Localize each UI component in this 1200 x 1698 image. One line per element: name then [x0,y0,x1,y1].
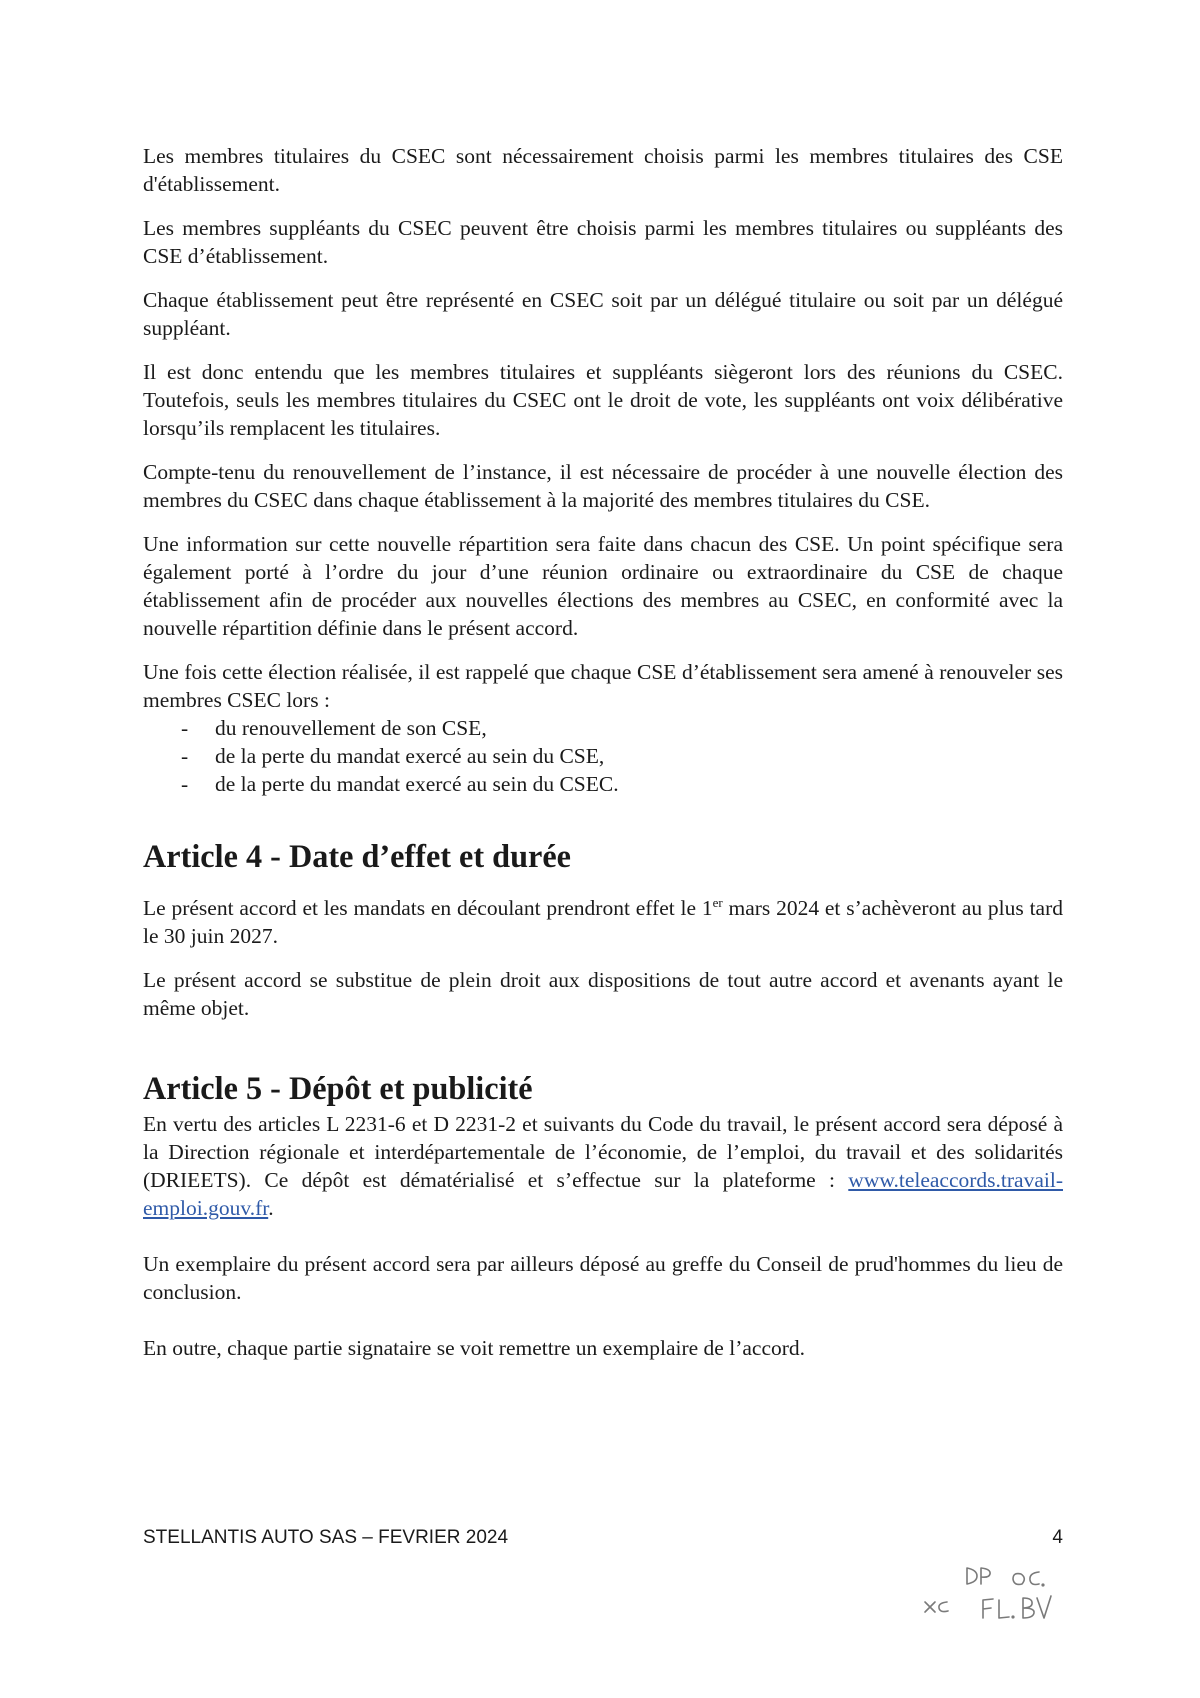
paragraph-representation: Chaque établissement peut être représenté en CSEC soit par un délégué titulaire ou soit par un délégué suppléant. [143,288,1063,340]
ordinal-superscript: er [712,894,723,910]
paragraph-election-realisee: Une fois cette élection réalisée, il est rappelé que chaque CSE d’établissement sera amené à renouveler ses membres CSEC lors : [143,660,1063,712]
article-5-paragraph-greffe: Un exemplaire du présent accord sera par ailleurs déposé au greffe du Conseil de prud'hommes du lieu de conclusion. [143,1252,1063,1304]
list-item [143,714,1063,742]
list-item-text: de la perte du mandat exercé au sein du CSEC. [215,772,619,796]
article-5-paragraph-exemplaire: En outre, chaque partie signataire se voit remettre un exemplaire de l’accord. [143,1336,806,1360]
renewal-conditions-list [143,714,1063,798]
article-5-depot-text: En vertu des articles L 2231-6 et D 2231-2 et suivants du Code du travail, le présent accord sera déposé à la Direction régionale et interdépartementale de l’économie, de l’emploi, du travail et des solidarités (DRIEETS). Ce dépôt est dématérialisé et s’effectue sur la plateforme : [143,1112,1063,1192]
list-dash: - [181,716,189,740]
article-4-text-start: Le présent accord et les mandats en découlant prendront effet le 1 [143,896,713,920]
paragraph-csec-suppleants: Les membres suppléants du CSEC peuvent être choisis parmi les membres titulaires ou suppléants des CSE d’établissement. [143,216,1063,268]
list-item [143,742,1063,770]
article-5-depot-end: . [268,1196,274,1220]
teleaccords-link[interactable]: www.teleaccords.travail-emploi.gouv.fr [143,1168,1063,1220]
page-footer [143,1527,1063,1549]
handwritten-initials [905,1560,1065,1630]
list-dash: - [181,744,189,768]
article-4-paragraph-substitution: Le présent accord se substitue de plein droit aux dispositions de tout autre accord et avenants ayant le même objet. [143,968,1063,1020]
article-5-paragraph-depot [143,1110,1063,1222]
paragraph-renouvellement: Compte-tenu du renouvellement de l’instance, il est nécessaire de procéder à une nouvelle élection des membres du CSEC dans chaque établissement à la majorité des membres titulaires du CSE. [143,460,1063,512]
list-item [143,770,1063,798]
list-item-text: du renouvellement de son CSE, [215,716,487,740]
list-item-text: de la perte du mandat exercé au sein du CSE, [215,744,605,768]
article-4-heading: Article 4 - Date d’effet et durée [143,838,571,874]
article-4-paragraph-effet [143,894,1063,950]
page-number: 4 [1052,1527,1063,1548]
paragraph-droit-de-vote: Il est donc entendu que les membres titulaires et suppléants siègeront lors des réunions du CSEC. Toutefois, seuls les membres titulaires du CSEC ont le droit de vote, les suppléants ont voix délibérative lorsqu’ils remplacent les titulaires. [143,360,1063,440]
document-body [143,142,1063,1378]
list-dash: - [181,772,189,796]
paragraph-csec-titulaires: Les membres titulaires du CSEC sont nécessairement choisis parmi les membres titulaires des CSE d'établissement. [143,144,1063,196]
article-4-text-end: mars 2024 et s’achèveront au plus tard le 30 juin 2027. [143,896,1063,948]
footer-company-date: STELLANTIS AUTO SAS – FEVRIER 2024 [143,1527,509,1548]
paragraph-information: Une information sur cette nouvelle répartition sera faite dans chacun des CSE. Un point spécifique sera également porté à l’ordre du jour d’une réunion ordinaire ou extraordinaire du CSE de chaque établissement afin de procéder aux nouvelles élections des membres au CSEC, en conformité avec la nouvelle répartition définie dans le présent accord. [143,532,1063,640]
article-5-heading: Article 5 - Dépôt et publicité [143,1070,533,1106]
